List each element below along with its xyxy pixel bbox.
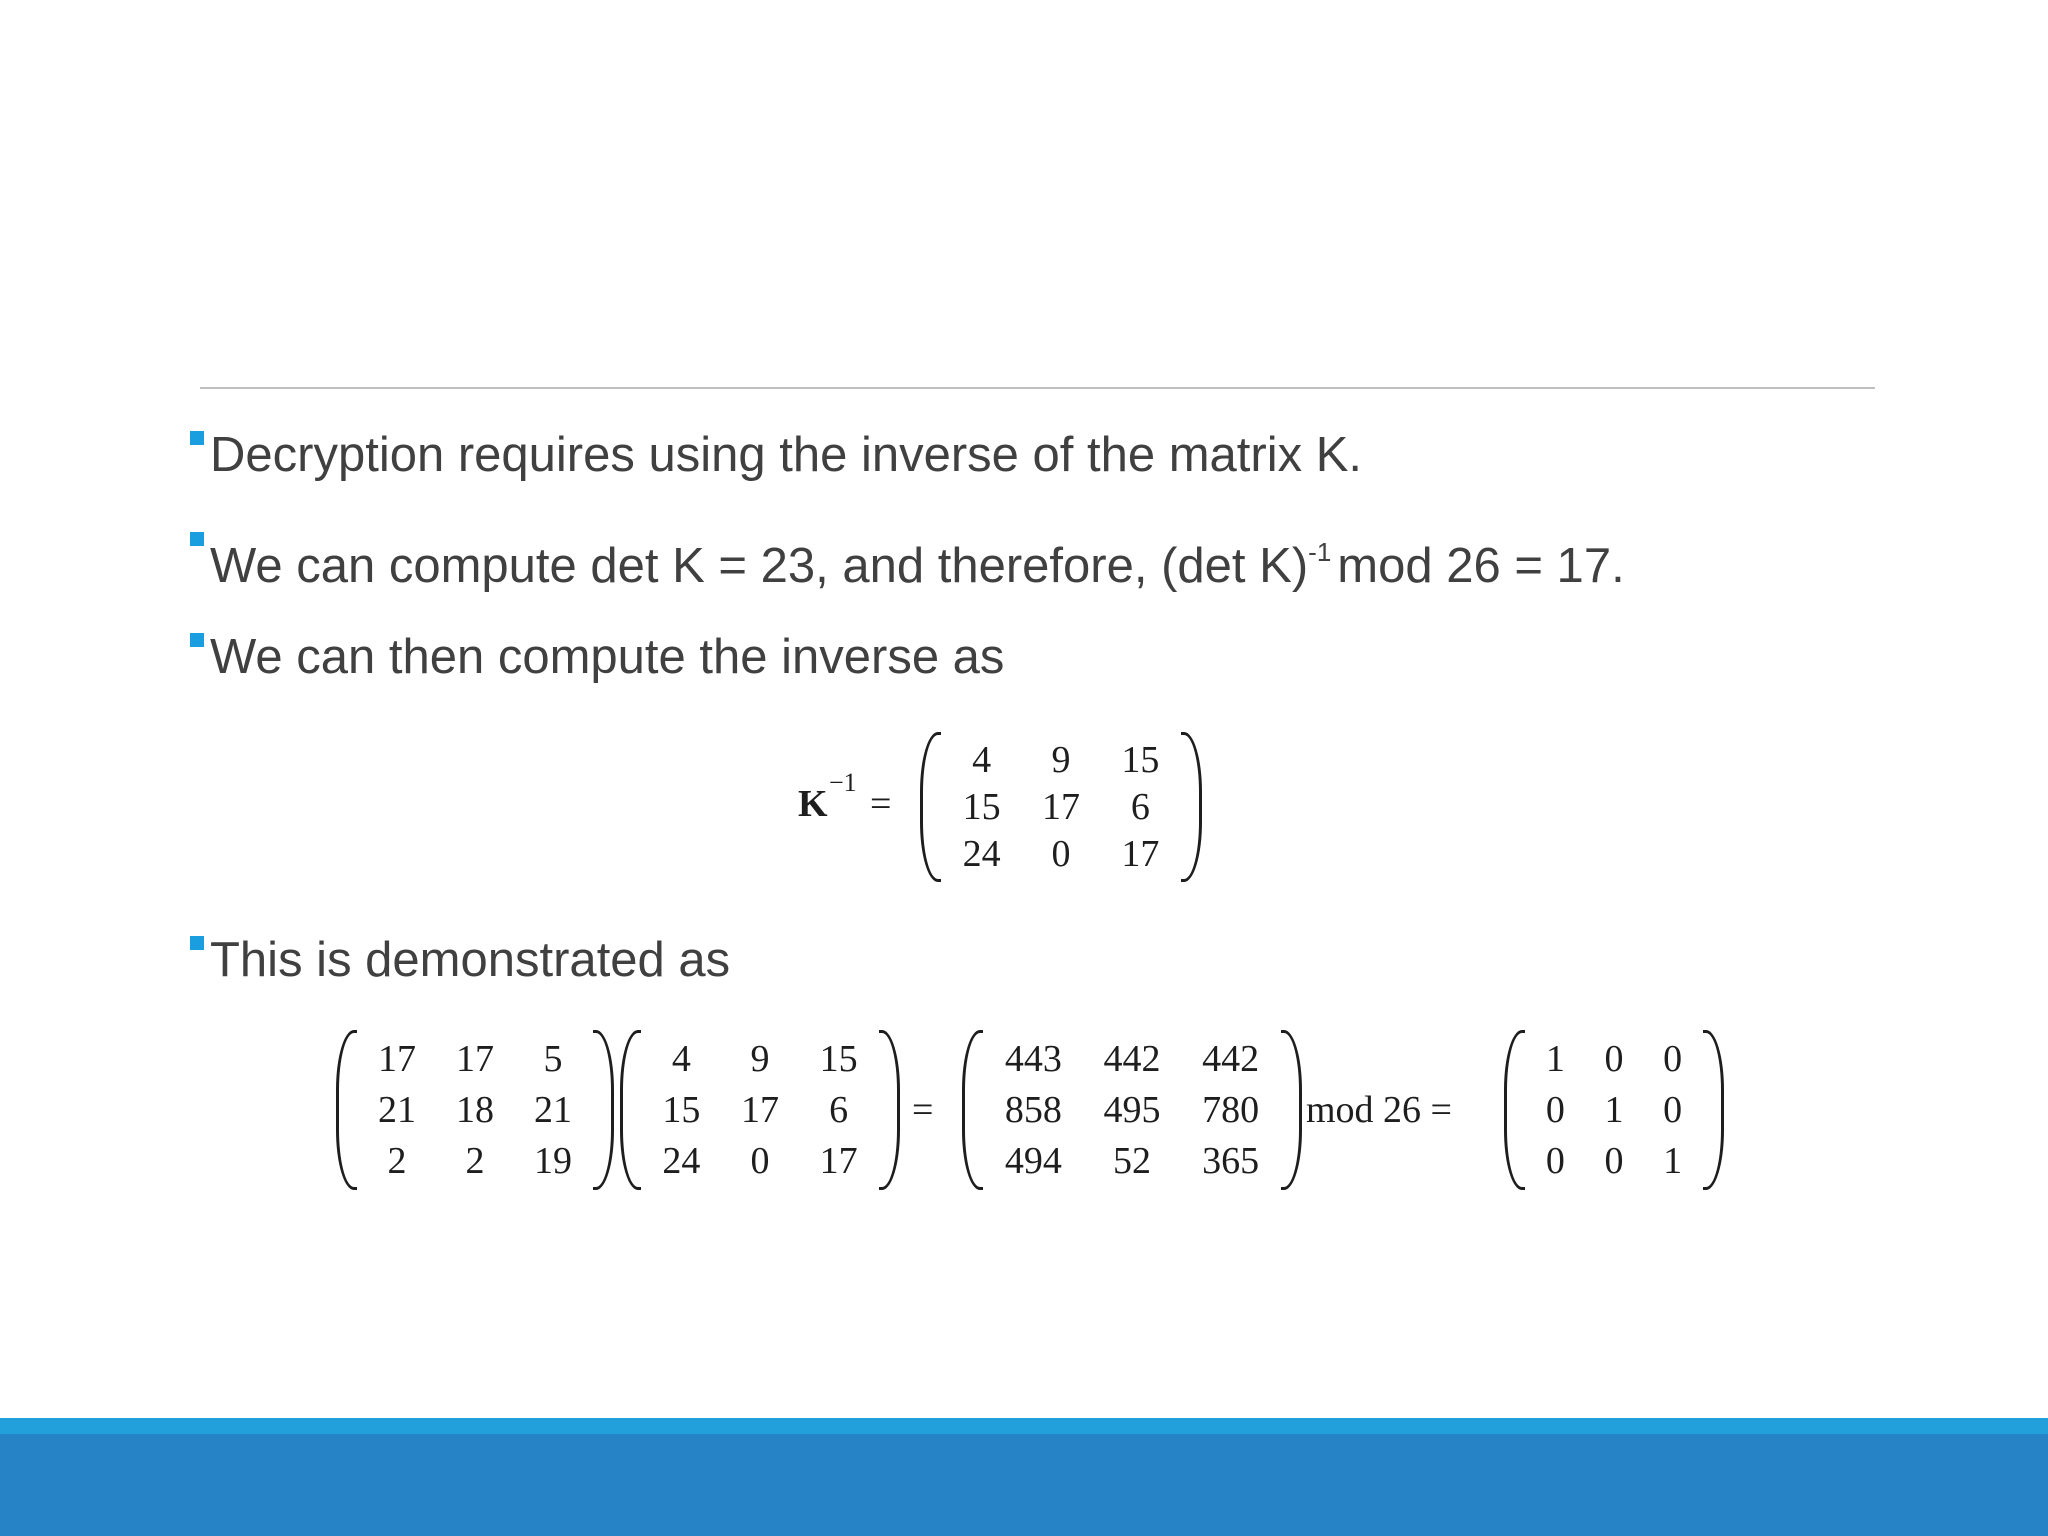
matrix-cell: 1 [1663, 1139, 1683, 1182]
left-paren [620, 1030, 641, 1190]
matrix-cell: 18 [456, 1088, 494, 1131]
equals-sign: = [912, 1089, 934, 1131]
bullet-marker [190, 633, 204, 647]
matrix-cell: 5 [543, 1038, 563, 1081]
identity-matrix [1504, 1030, 1724, 1190]
matrix-cell: 17 [378, 1038, 416, 1081]
matrix-cell: 494 [1004, 1139, 1062, 1182]
matrix-grid [1526, 1034, 1702, 1186]
right-paren [879, 1030, 900, 1190]
matrix-grid [358, 1034, 592, 1186]
matrix-cell: 15 [1121, 738, 1160, 781]
matrix-cell: 4 [671, 1038, 691, 1081]
matrix-cell: 2 [387, 1139, 407, 1182]
matrix-cell: 21 [534, 1088, 572, 1131]
equals-sign: = [870, 783, 892, 825]
matrix-grid [942, 736, 1180, 878]
matrix-cell: 9 [1051, 738, 1071, 781]
right-paren [593, 1030, 614, 1190]
inverse-matrix [920, 732, 1202, 882]
matrix-cell: 1 [1545, 1038, 1565, 1081]
bullet-text: We can then compute the inverse as [210, 630, 1005, 684]
left-paren [962, 1030, 983, 1190]
bullet-decryption [190, 425, 1363, 485]
bullet-text-after: mod 26 = 17. [1337, 539, 1625, 594]
matrix-cell: 495 [1103, 1088, 1161, 1131]
bullet-marker [190, 532, 204, 546]
matrix-cell: 2 [465, 1139, 485, 1182]
matrix-cell: 15 [962, 785, 1001, 828]
bullet-marker [190, 936, 204, 950]
matrix-symbol-k: K [798, 783, 828, 825]
matrix-cell: 17 [456, 1038, 494, 1081]
left-paren [1504, 1030, 1525, 1190]
matrix-cell: 15 [662, 1088, 701, 1131]
matrix-cell: 9 [750, 1038, 770, 1081]
matrix-cell: 0 [1051, 833, 1071, 876]
matrix-cell: 442 [1103, 1038, 1161, 1081]
product-matrix [962, 1030, 1302, 1190]
bullet-determinant [190, 526, 1625, 596]
left-paren [920, 732, 941, 882]
right-paren [1181, 732, 1202, 882]
matrix-cell: 52 [1112, 1139, 1151, 1182]
matrix-cell: 15 [819, 1038, 858, 1081]
matrix-cell: 17 [819, 1139, 858, 1182]
inverse-exponent: −1 [829, 768, 857, 797]
superscript: -1 [1308, 537, 1332, 567]
matrix-cell: 24 [662, 1139, 701, 1182]
matrix-cell: 0 [1545, 1088, 1565, 1131]
bullet-marker [190, 431, 204, 445]
matrix-cell: 0 [1663, 1038, 1683, 1081]
matrix-cell: 858 [1004, 1088, 1062, 1131]
matrix-cell: 17 [1041, 785, 1080, 828]
matrix-cell: 0 [1545, 1139, 1565, 1182]
matrix-cell: 443 [1004, 1038, 1062, 1081]
bullet-text: Decryption requires using the inverse of the matrix K. [210, 428, 1363, 482]
matrix-cell: 4 [972, 738, 992, 781]
matrix-cell: 19 [534, 1139, 572, 1182]
matrix-cell: 365 [1202, 1139, 1260, 1182]
bullet-inverse [190, 627, 1005, 687]
mod-text: mod 26 = [1306, 1089, 1452, 1131]
right-paren [1281, 1030, 1302, 1190]
footer-accent-bar [0, 1418, 2048, 1434]
matrix-cell: 442 [1202, 1038, 1260, 1081]
footer-bar [0, 1434, 2048, 1536]
matrix-cell: 0 [750, 1139, 770, 1182]
matrix-cell: 6 [1130, 785, 1150, 828]
title-divider [200, 387, 1875, 389]
bullet-demonstrated [190, 930, 731, 990]
matrix-grid [642, 1034, 878, 1186]
bullet-text-before: We can compute det K = 23, and therefore, (det K) [210, 539, 1309, 594]
matrix-cell: 17 [1121, 833, 1160, 876]
matrix-cell: 21 [378, 1088, 416, 1131]
matrix-cell: 1 [1604, 1088, 1624, 1131]
matrix-cell: 780 [1202, 1088, 1260, 1131]
matrix-cell: 24 [962, 833, 1001, 876]
key-matrix [336, 1030, 614, 1190]
matrix-cell: 0 [1604, 1038, 1624, 1081]
matrix-cell: 0 [1663, 1088, 1683, 1131]
matrix-grid [984, 1034, 1280, 1186]
right-paren [1703, 1030, 1724, 1190]
inverse-matrix-demo [620, 1030, 900, 1190]
bullet-text [210, 539, 1625, 593]
matrix-cell: 6 [829, 1088, 849, 1131]
left-paren [336, 1030, 357, 1190]
matrix-cell: 0 [1604, 1139, 1624, 1182]
bullet-text: This is demonstrated as [210, 933, 731, 987]
matrix-cell: 17 [740, 1088, 779, 1131]
